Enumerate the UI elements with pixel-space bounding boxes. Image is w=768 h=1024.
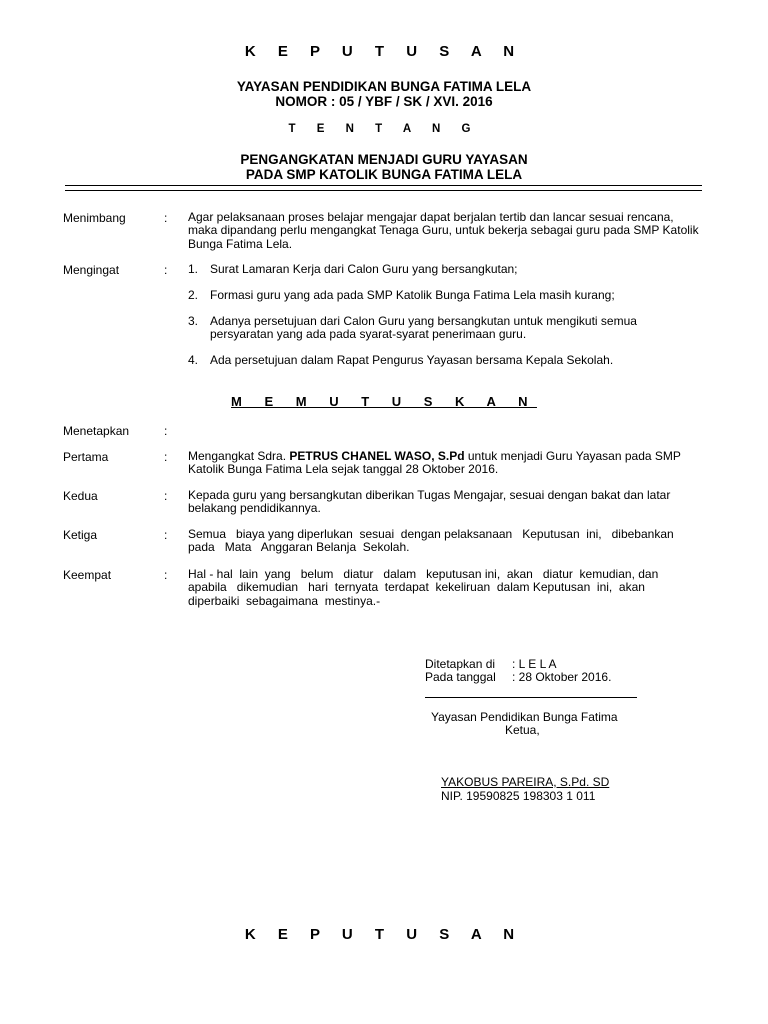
item-text: Ada persetujuan dalam Rapat Pengurus Yayasan bersama Kepala Sekolah. bbox=[210, 353, 614, 367]
mengingat-colon: : bbox=[164, 263, 168, 277]
appointee-name: PETRUS CHANEL WASO, S.Pd bbox=[289, 449, 465, 463]
signatory-organization: Yayasan Pendidikan Bunga Fatima bbox=[431, 710, 618, 724]
document-title: K E P U T U S A N bbox=[244, 43, 524, 60]
mengingat-item-2 bbox=[188, 289, 704, 302]
item-number: 4. bbox=[188, 353, 199, 367]
kedua-text: Kepada guru yang bersangkutan diberikan Tugas Mengajar, sesuai dengan bakat dan latar belakang pendidikannya. bbox=[188, 488, 671, 516]
menimbang-text: Agar pelaksanaan proses belajar mengajar dapat berjalan tertib dan lancar sesuai rencana, maka dipandang perlu mengangkat Tenaga Guru, untuk bekerja sebagai guru pada SMP Katolik Bunga Fatima Lela. bbox=[188, 210, 699, 251]
subject-line-1: PENGANGKATAN MENJADI GURU YAYASAN bbox=[240, 152, 528, 167]
pertama-colon: : bbox=[164, 450, 168, 464]
tentang-heading: T E N T A N G bbox=[288, 123, 480, 135]
item-text: Surat Lamaran Kerja dari Calon Guru yang bersangkutan; bbox=[210, 262, 518, 276]
ketiga-line-2: pada Mata Anggaran Belanja Sekolah. bbox=[188, 540, 410, 554]
keempat-line-2: apabila dikemudian hari ternyata terdapat kekeliruan dalam Keputusan ini, akan bbox=[188, 580, 645, 594]
pertama-text-after: untuk menjadi Guru Yayasan pada SMP Katolik Bunga Fatima Lela sejak tanggal 28 Oktober 2016. bbox=[188, 449, 681, 477]
menimbang-colon: : bbox=[164, 211, 168, 225]
keempat-line-3: diperbaiki sebagaimana mestinya.- bbox=[188, 594, 381, 608]
keempat-label: Keempat bbox=[63, 568, 112, 582]
keempat-line-1: Hal - hal lain yang belum diatur dalam keputusan ini, akan diatur kemudian, dan bbox=[188, 567, 659, 581]
item-number: 2. bbox=[188, 288, 199, 302]
pertama-text bbox=[188, 450, 704, 477]
signature-divider bbox=[425, 697, 637, 698]
subject-line-2: PADA SMP KATOLIK BUNGA FATIMA LELA bbox=[245, 167, 523, 182]
decree-number: NOMOR : 05 / YBF / SK / XVI. 2016 bbox=[275, 94, 493, 109]
next-page-title: K E P U T U S A N bbox=[244, 926, 524, 943]
keempat-colon: : bbox=[164, 568, 168, 582]
ketiga-label: Ketiga bbox=[63, 528, 98, 542]
ketiga-colon: : bbox=[164, 528, 168, 542]
menimbang-label: Menimbang bbox=[63, 211, 126, 225]
kedua-colon: : bbox=[164, 489, 168, 503]
signatory-name: YAKOBUS PAREIRA, S.Pd. SD bbox=[441, 775, 610, 789]
item-text: Formasi guru yang ada pada SMP Katolik Bunga Fatima Lela masih kurang; bbox=[210, 288, 615, 302]
signatory-role: Ketua, bbox=[505, 723, 540, 737]
ditetapkan-label: Ditetapkan di bbox=[425, 657, 496, 671]
divider-top bbox=[65, 185, 702, 186]
ketiga-line-1: Semua biaya yang diperlukan sesuai dengan pelaksanaan Keputusan ini, dibebankan bbox=[188, 527, 674, 541]
mengingat-item-3 bbox=[188, 315, 704, 342]
signatory-nip: NIP. 19590825 198303 1 011 bbox=[441, 789, 596, 803]
divider-bottom bbox=[65, 190, 702, 191]
menetapkan-colon: : bbox=[164, 424, 168, 438]
kedua-label: Kedua bbox=[63, 489, 98, 503]
mengingat-item-1 bbox=[188, 263, 704, 276]
memutuskan-heading: M E M U T U S K A N bbox=[231, 394, 537, 409]
mengingat-item-4 bbox=[188, 354, 704, 367]
menetapkan-label: Menetapkan bbox=[63, 424, 130, 438]
pertama-text-before: Mengangkat Sdra. bbox=[188, 449, 290, 463]
mengingat-label: Mengingat bbox=[63, 263, 120, 277]
tanggal-value: : 28 Oktober 2016. bbox=[512, 670, 612, 684]
ditetapkan-value: : L E L A bbox=[512, 657, 557, 671]
organization-name: YAYASAN PENDIDIKAN BUNGA FATIMA LELA bbox=[236, 79, 532, 94]
tanggal-label: Pada tanggal bbox=[425, 670, 496, 684]
item-number: 1. bbox=[188, 262, 199, 276]
item-number: 3. bbox=[188, 314, 199, 328]
item-text: Adanya persetujuan dari Calon Guru yang bersangkutan untuk mengikuti semua persyaratan yang ada pada syarat-syarat penerimaan guru. bbox=[210, 314, 637, 342]
pertama-label: Pertama bbox=[63, 450, 109, 464]
